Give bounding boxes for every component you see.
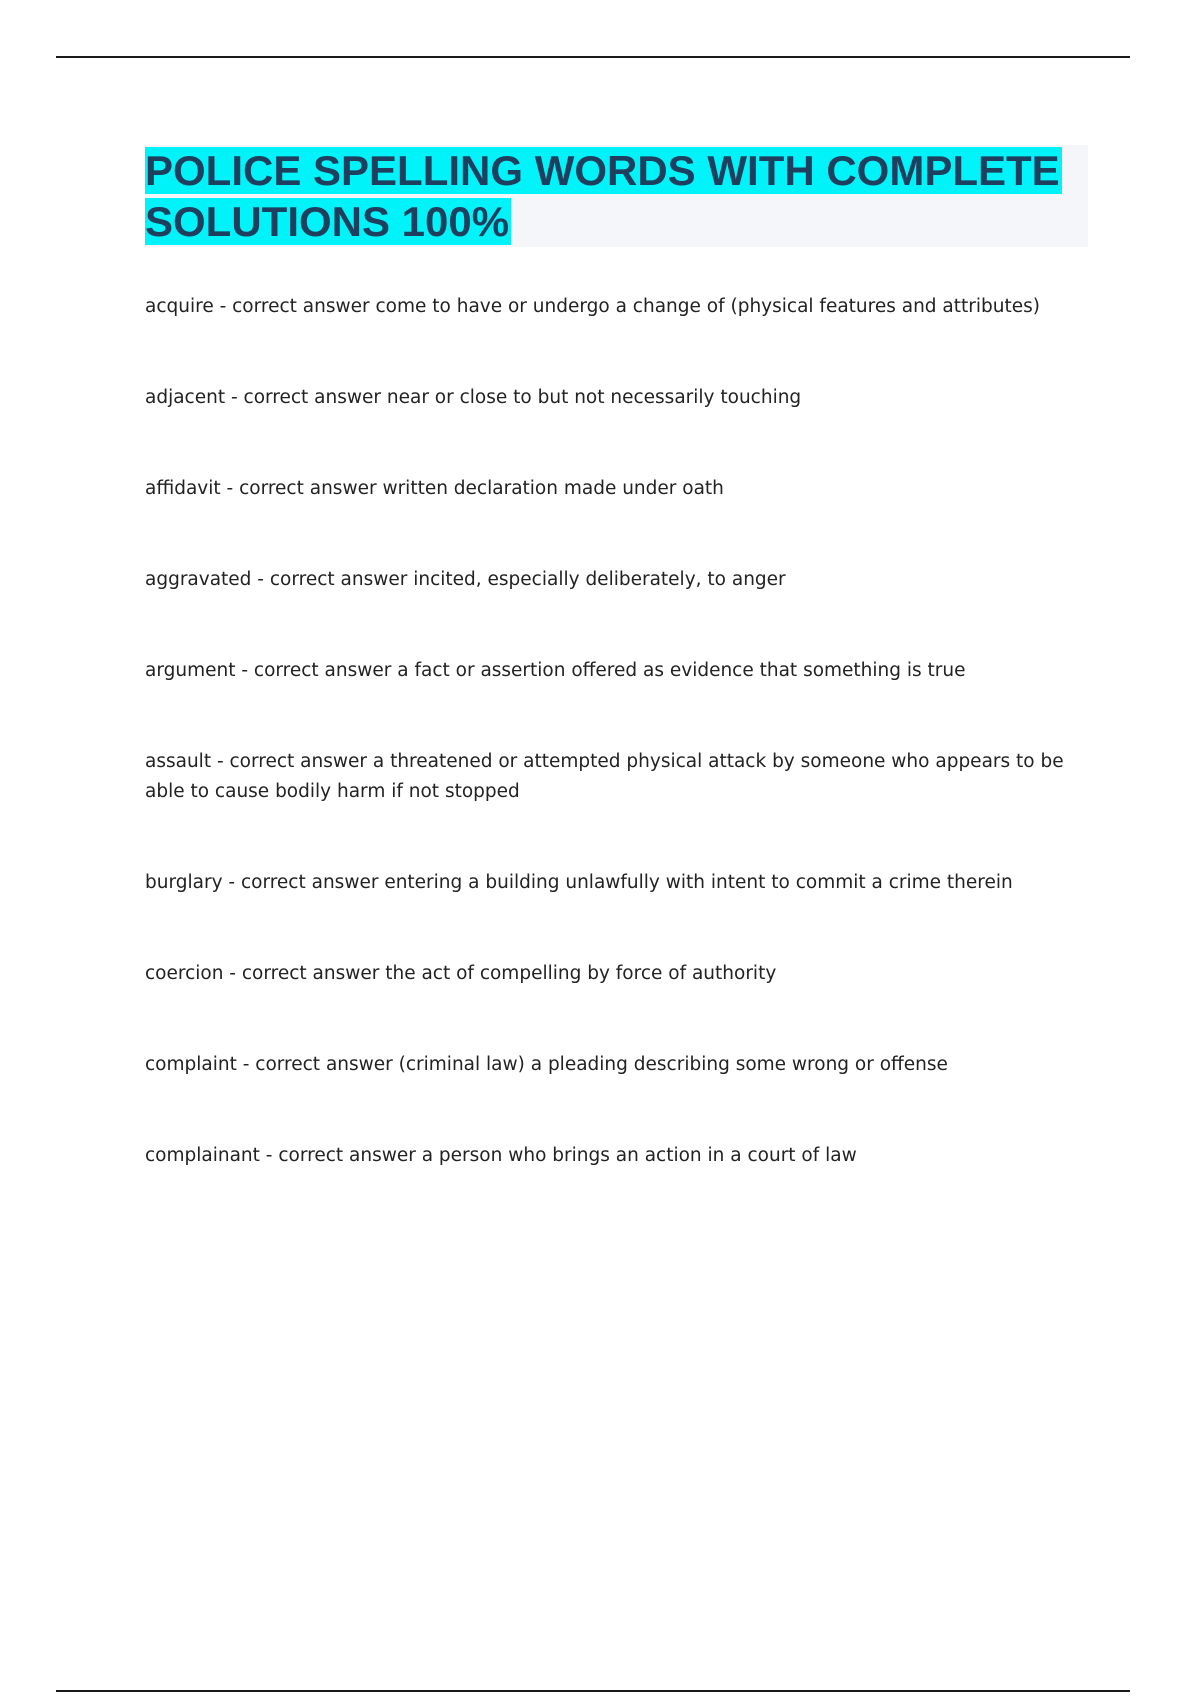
definition-entry-adjacent: adjacent - correct answer near or close to but not necessarily touching <box>145 387 802 408</box>
header-rule <box>56 56 1130 58</box>
document-title <box>145 145 1088 247</box>
definition-entry-complainant: complainant - correct answer a person who brings an action in a court of law <box>145 1145 857 1166</box>
title-highlight: POLICE SPELLING WORDS WITH COMPLETE SOLUTIONS 100% <box>145 147 1060 245</box>
definition-entry-argument: argument - correct answer a fact or assertion offered as evidence that something is true <box>145 660 966 681</box>
definition-entry-assault: assault - correct answer a threatened or attempted physical attack by someone who appears to be able to cause bodily harm if not stopped <box>145 751 1064 802</box>
definition-entry-coercion: coercion - correct answer the act of compelling by force of authority <box>145 963 777 984</box>
definition-entry-acquire: acquire - correct answer come to have or undergo a change of (physical features and attributes) <box>145 296 1040 317</box>
definition-entry-complaint: complaint - correct answer (criminal law) a pleading describing some wrong or offense <box>145 1054 948 1075</box>
footer-rule <box>56 1690 1130 1692</box>
title-block <box>145 145 1088 247</box>
definition-entry-burglary: burglary - correct answer entering a building unlawfully with intent to commit a crime therein <box>145 872 1013 893</box>
definition-entry-affidavit: affidavit - correct answer written declaration made under oath <box>145 478 724 499</box>
definition-entry-aggravated: aggravated - correct answer incited, especially deliberately, to anger <box>145 569 786 590</box>
definition-list <box>145 292 1085 1232</box>
